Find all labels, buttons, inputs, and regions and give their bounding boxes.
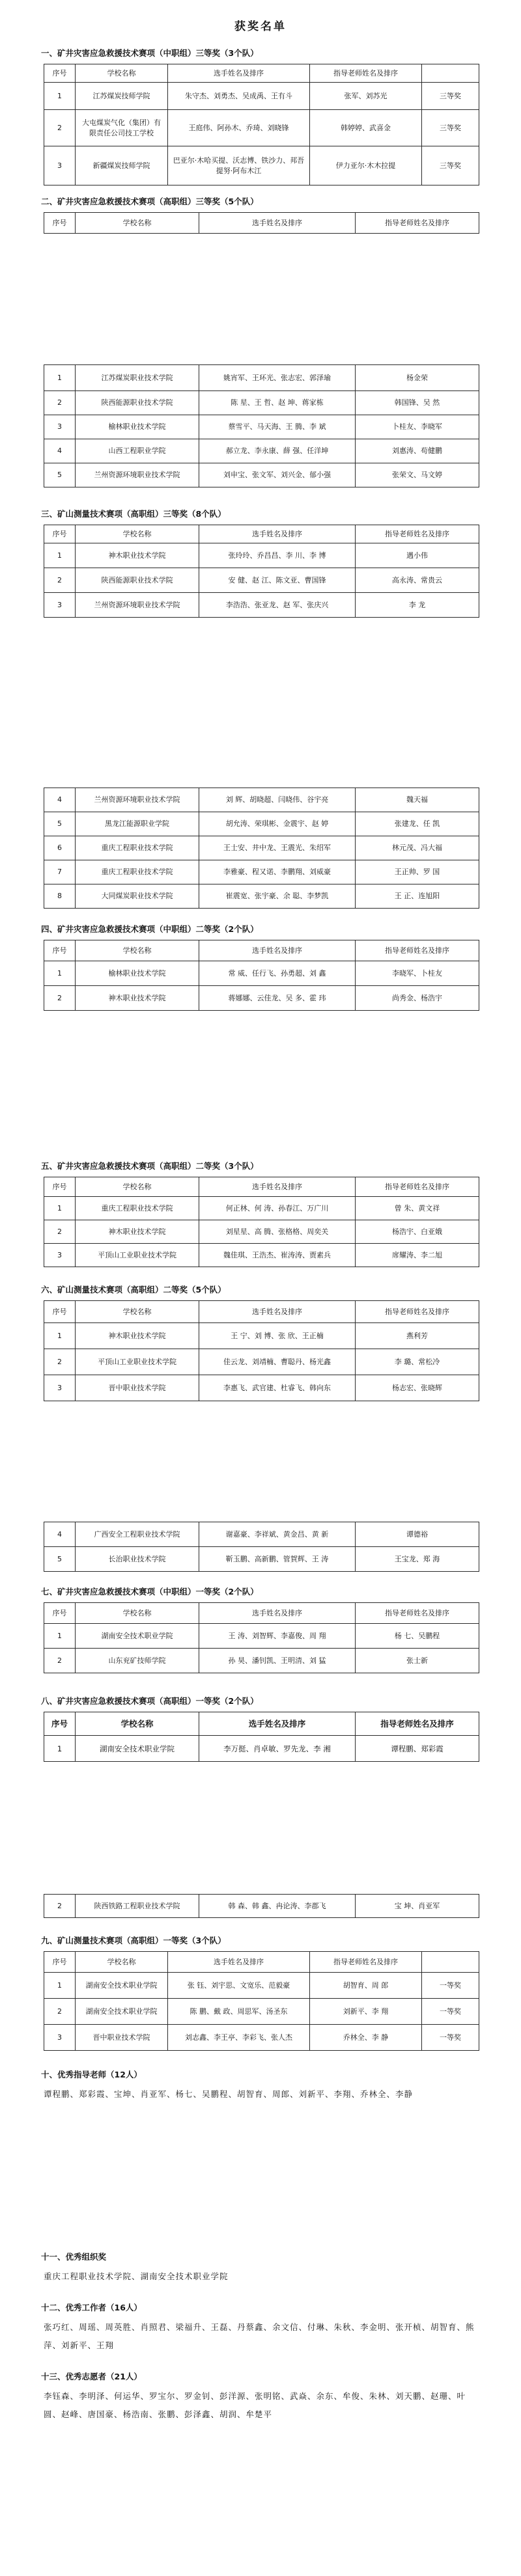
cell-school: 陕西铁路工程职业技术学院 — [76, 1895, 199, 1918]
table-row — [44, 391, 479, 415]
cell-award: 一等奖 — [422, 1999, 479, 2025]
award-table-6b — [44, 1522, 479, 1572]
table-row — [44, 788, 479, 812]
cell-players: 王庭伟、阿孙木、乔琦、刘晓锋 — [168, 110, 310, 146]
cell-teachers: 杨金荣 — [356, 365, 479, 391]
cell-school: 大屯煤炭气化（集团）有限责任公司技工学校 — [76, 110, 168, 146]
header-no: 序号 — [44, 1952, 76, 1973]
cell-players: 胡允涛、荣琪彬、金震宇、赵 婷 — [199, 812, 356, 836]
table-row — [44, 1323, 479, 1349]
cell-teachers: 李 龙 — [356, 593, 479, 618]
cell-players: 王士安、井中龙、王震光、朱绍军 — [199, 836, 356, 860]
header-teachers: 指导老师姓名及排序 — [356, 525, 479, 543]
cell-teachers: 杨志宏、张晓辉 — [356, 1375, 479, 1401]
table-row — [44, 415, 479, 439]
cell-school: 大同煤炭职业技术学院 — [76, 884, 199, 909]
header-no: 序号 — [44, 1603, 76, 1624]
section-heading: 七、矿井灾害应急救援技术赛项（中职组）一等奖（2个队） — [41, 1587, 259, 1596]
cell-school: 重庆工程职业技术学院 — [76, 836, 199, 860]
table-row — [44, 1244, 479, 1267]
cell-players: 魏佳琪、王浩杰、崔涛涛、贾素兵 — [199, 1244, 356, 1267]
award-table-3a — [44, 525, 479, 618]
cell-teachers: 魏天福 — [356, 788, 479, 812]
header-school: 学校名称 — [76, 213, 199, 234]
cell-school: 神木职业技术学院 — [76, 543, 199, 568]
cell-school: 江苏煤炭技师学院 — [76, 83, 168, 110]
section-heading: 五、矿井灾害应急救援技术赛项（高职组）二等奖（3个队） — [41, 1161, 259, 1171]
header-school: 学校名称 — [76, 1712, 199, 1736]
table-row — [44, 1197, 479, 1220]
table-row — [44, 593, 479, 618]
cell-no: 4 — [44, 1522, 76, 1547]
page-title: 获奖名单 — [234, 20, 287, 33]
cell-players: 巴亚尔·木哈买提、沃志博、铁沙力、邦吾提努·阿布木江 — [168, 146, 310, 185]
award-table-5 — [44, 1177, 479, 1267]
cell-school: 神木职业技术学院 — [76, 986, 199, 1011]
cell-award: 三等奖 — [422, 110, 479, 146]
cell-no: 8 — [44, 884, 76, 909]
header-players: 选手姓名及排序 — [168, 1952, 310, 1973]
cell-teachers: 燕利芳 — [356, 1323, 479, 1349]
cell-school: 兰州资源环境职业技术学院 — [76, 593, 199, 618]
cell-teachers: 王 正、连旭阳 — [356, 884, 479, 909]
honor-list-volunteers: 李钰森、李明泽、何运华、罗宝尔、罗金钊、彭洋源、张明铭、武焱、余东、牟俊、朱林、刘天鹏、赵珊、叶圆、赵峰、唐国豪、杨浩南、张鹏、彭泽鑫、胡润、牟楚平 — [44, 2391, 466, 2419]
cell-players: 姚宵军、王环光、张志宏、郭泽瑜 — [199, 365, 356, 391]
cell-players: 谢嘉豪、李祥斌、黄金昌、黄 新 — [199, 1522, 356, 1547]
cell-no: 1 — [44, 1624, 76, 1649]
cell-school: 黑龙江能源职业学院 — [76, 812, 199, 836]
header-no: 序号 — [44, 213, 76, 234]
cell-teachers: 乔林全、李 静 — [310, 2025, 422, 2051]
cell-teachers: 宝 坤、肖亚军 — [356, 1895, 479, 1918]
cell-players: 陈 星、王 哲、赵 坤、蒋家栋 — [199, 391, 356, 415]
header-award — [422, 64, 479, 83]
cell-no: 1 — [44, 1736, 76, 1762]
table-row — [44, 812, 479, 836]
cell-no: 1 — [44, 961, 76, 986]
cell-players: 李万挺、肖卓敏、罗先龙、李 湘 — [199, 1736, 356, 1762]
header-school: 学校名称 — [76, 64, 168, 83]
award-table-7 — [44, 1602, 479, 1673]
header-award — [422, 1952, 479, 1973]
table-row — [44, 1547, 479, 1572]
table-header — [44, 213, 479, 234]
cell-no: 5 — [44, 812, 76, 836]
cell-teachers: 卜桂友、李晓军 — [356, 415, 479, 439]
header-no: 序号 — [44, 1177, 76, 1197]
cell-school: 兰州资源环境职业技术学院 — [76, 788, 199, 812]
cell-players: 李惠飞、武官建、杜睿飞、韩向东 — [199, 1375, 356, 1401]
cell-teachers: 杨浩宇、白亚娥 — [356, 1220, 479, 1244]
award-table-8a — [44, 1712, 479, 1762]
header-school: 学校名称 — [76, 1603, 199, 1624]
section-heading: 八、矿井灾害应急救援技术赛项（高职组）一等奖（2个队） — [41, 1696, 259, 1706]
cell-players: 张 钰、刘宇思、文宽乐、范毅豪 — [168, 1973, 310, 1999]
cell-players: 王 涛、刘智辉、李嘉俊、周 翔 — [199, 1624, 356, 1649]
table-row — [44, 836, 479, 860]
table-row — [44, 1999, 479, 2025]
header-no: 序号 — [44, 525, 76, 543]
table-header — [44, 64, 479, 83]
cell-teachers: 谭德裕 — [356, 1522, 479, 1547]
table-row — [44, 2025, 479, 2051]
table-row — [44, 1522, 479, 1547]
award-table-6a — [44, 1300, 479, 1401]
table-row — [44, 110, 479, 146]
table-header — [44, 1301, 479, 1323]
cell-teachers: 张军、刘苏光 — [310, 83, 422, 110]
section-heading: 一、矿井灾害应急救援技术赛项（中职组）三等奖（3个队） — [41, 48, 259, 58]
cell-school: 重庆工程职业技术学院 — [76, 1197, 199, 1220]
award-table-2-rows — [44, 364, 479, 487]
header-players: 选手姓名及排序 — [199, 1712, 356, 1736]
table-row — [44, 1973, 479, 1999]
table-row — [44, 439, 479, 463]
header-players: 选手姓名及排序 — [168, 64, 310, 83]
cell-no: 4 — [44, 788, 76, 812]
table-row — [44, 146, 479, 185]
table-row — [44, 543, 479, 568]
cell-players: 郝立龙、李永康、薛 强、任洋坤 — [199, 439, 356, 463]
table-row — [44, 1349, 479, 1375]
cell-no: 5 — [44, 1547, 76, 1572]
table-row — [44, 83, 479, 110]
section-heading: 二、矿井灾害应急救援技术赛项（高职组）三等奖（5个队） — [41, 197, 259, 206]
cell-school: 湖南安全技术职业学院 — [76, 1973, 168, 1999]
table-row — [44, 463, 479, 487]
section-heading: 六、矿山测量技术赛项（高职组）二等奖（5个队） — [41, 1285, 226, 1295]
cell-teachers: 王宝龙、郑 海 — [356, 1547, 479, 1572]
cell-teachers: 胡智育、周 郎 — [310, 1973, 422, 1999]
header-school: 学校名称 — [76, 525, 199, 543]
cell-school: 陕西能源职业技术学院 — [76, 568, 199, 593]
header-teachers: 指导老师姓名及排序 — [310, 1952, 422, 1973]
header-no: 序号 — [44, 1712, 76, 1736]
cell-no: 3 — [44, 593, 76, 618]
cell-school: 长治职业技术学院 — [76, 1547, 199, 1572]
section-heading: 九、矿山测量技术赛项（高职组）一等奖（3个队） — [41, 1936, 226, 1945]
cell-no: 2 — [44, 1999, 76, 2025]
cell-players: 佳云龙、刘靖楠、曹聪丹、杨光鑫 — [199, 1349, 356, 1375]
cell-teachers: 遇小伟 — [356, 543, 479, 568]
cell-players: 张玲玲、乔昌昌、李 川、李 博 — [199, 543, 356, 568]
table-row — [44, 1375, 479, 1401]
header-players: 选手姓名及排序 — [199, 1603, 356, 1624]
honor-list-workers: 张巧红、周瑶、周英胜、肖照君、梁福升、王磊、丹蔡鑫、余文信、付琳、朱秋、李金明、张开桢、胡智育、熊萍、刘新平、王翔 — [44, 2322, 475, 2350]
honor-heading-organization: 十一、优秀组织奖 — [41, 2252, 107, 2262]
cell-teachers: 韩国锋、吴 然 — [356, 391, 479, 415]
cell-players: 韩 森、韩 鑫、冉论涛、李郡飞 — [199, 1895, 356, 1918]
honor-heading-volunteers: 十三、优秀志愿者（21人） — [41, 2372, 142, 2381]
header-teachers: 指导老师姓名及排序 — [356, 1603, 479, 1624]
cell-school: 湖南安全技术职业学院 — [76, 1624, 199, 1649]
cell-no: 7 — [44, 860, 76, 884]
cell-players: 刘申宝、张文军、刘兴金、郁小强 — [199, 463, 356, 487]
table-row — [44, 1895, 479, 1918]
cell-players: 靳玉鹏、高新鹏、管賀辉、王 涛 — [199, 1547, 356, 1572]
cell-school: 平顶山工业职业技术学院 — [76, 1244, 199, 1267]
table-row — [44, 365, 479, 391]
cell-school: 陕西能源职业技术学院 — [76, 391, 199, 415]
cell-players: 蒋娜娜、云佳龙、吴 多、霍 玮 — [199, 986, 356, 1011]
cell-players: 何正林、何 涛、孙春江、万广川 — [199, 1197, 356, 1220]
cell-teachers: 李 璐、常松冷 — [356, 1349, 479, 1375]
cell-no: 4 — [44, 439, 76, 463]
cell-teachers: 张士新 — [356, 1649, 479, 1673]
cell-no: 1 — [44, 1197, 76, 1220]
cell-players: 李浩浩、张亚龙、赵 军、张庆兴 — [199, 593, 356, 618]
cell-players: 刘 辉、胡晓超、闫晓伟、谷宇亮 — [199, 788, 356, 812]
header-players: 选手姓名及排序 — [199, 525, 356, 543]
cell-school: 兰州资源环境职业技术学院 — [76, 463, 199, 487]
cell-players: 常 威、任行飞、孙勇超、刘 鑫 — [199, 961, 356, 986]
header-teachers: 指导老师姓名及排序 — [310, 64, 422, 83]
cell-teachers: 刘新平、李 翔 — [310, 1999, 422, 2025]
cell-school: 平顶山工业职业技术学院 — [76, 1349, 199, 1375]
table-row — [44, 568, 479, 593]
cell-teachers: 张荣文、马文婷 — [356, 463, 479, 487]
cell-school: 神木职业技术学院 — [76, 1220, 199, 1244]
header-players: 选手姓名及排序 — [199, 1177, 356, 1197]
header-teachers: 指导老师姓名及排序 — [356, 940, 479, 961]
cell-teachers: 伊力亚尔·木木拉提 — [310, 146, 422, 185]
header-teachers: 指导老师姓名及排序 — [356, 1712, 479, 1736]
table-header — [44, 1952, 479, 1973]
header-teachers: 指导老师姓名及排序 — [356, 1301, 479, 1323]
honor-heading-workers: 十二、优秀工作者（16人） — [41, 2303, 142, 2312]
section-heading: 四、矿井灾害应急救援技术赛项（中职组）二等奖（2个队） — [41, 924, 259, 934]
table-header — [44, 525, 479, 543]
table-row — [44, 1220, 479, 1244]
cell-no: 3 — [44, 415, 76, 439]
cell-no: 3 — [44, 2025, 76, 2051]
cell-no: 2 — [44, 1349, 76, 1375]
header-players: 选手姓名及排序 — [199, 940, 356, 961]
cell-award: 三等奖 — [422, 146, 479, 185]
cell-no: 1 — [44, 83, 76, 110]
award-table-1 — [44, 64, 479, 185]
section-heading: 三、矿山测量技术赛项（高职组）三等奖（8个队） — [41, 509, 226, 519]
header-school: 学校名称 — [76, 1952, 168, 1973]
cell-players: 李雅豪、程又诺、李鹏翔、刘威豪 — [199, 860, 356, 884]
cell-players: 朱守杰、刘勇杰、吴成禹、王有斗 — [168, 83, 310, 110]
header-no: 序号 — [44, 940, 76, 961]
cell-teachers: 谭程鹏、郑彩霞 — [356, 1736, 479, 1762]
cell-award: 一等奖 — [422, 2025, 479, 2051]
cell-teachers: 刘惠涛、苟健鹏 — [356, 439, 479, 463]
table-row — [44, 1736, 479, 1762]
cell-teachers: 席耀涛、李二旭 — [356, 1244, 479, 1267]
cell-school: 湖南安全技术职业学院 — [76, 1736, 199, 1762]
honor-heading-teachers: 十、优秀指导老师（12人） — [41, 2070, 142, 2079]
header-school: 学校名称 — [76, 1301, 199, 1323]
table-header — [44, 940, 479, 961]
cell-players: 刘志鑫、李王亭、李彩飞、张人杰 — [168, 2025, 310, 2051]
header-no: 序号 — [44, 64, 76, 83]
cell-players: 蔡雪平、马天海、王 腾、李 斌 — [199, 415, 356, 439]
table-row — [44, 884, 479, 909]
cell-no: 2 — [44, 110, 76, 146]
header-school: 学校名称 — [76, 940, 199, 961]
cell-teachers: 高永涛、常贵云 — [356, 568, 479, 593]
table-row — [44, 961, 479, 986]
cell-no: 3 — [44, 1244, 76, 1267]
award-table-8b — [44, 1894, 479, 1918]
header-teachers: 指导老师姓名及排序 — [356, 213, 479, 234]
header-school: 学校名称 — [76, 1177, 199, 1197]
award-table-2-header — [44, 212, 479, 234]
cell-school: 广西安全工程职业技术学院 — [76, 1522, 199, 1547]
header-no: 序号 — [44, 1301, 76, 1323]
cell-award: 三等奖 — [422, 83, 479, 110]
cell-no: 1 — [44, 543, 76, 568]
cell-teachers: 林元茂、冯大福 — [356, 836, 479, 860]
cell-no: 2 — [44, 1649, 76, 1673]
cell-no: 2 — [44, 1895, 76, 1918]
cell-no: 2 — [44, 1220, 76, 1244]
cell-no: 2 — [44, 391, 76, 415]
cell-no: 2 — [44, 568, 76, 593]
table-row — [44, 986, 479, 1011]
cell-school: 榆林职业技术学院 — [76, 415, 199, 439]
table-row — [44, 860, 479, 884]
honor-list-organization: 重庆工程职业技术学院、湖南安全技术职业学院 — [44, 2271, 229, 2281]
table-header — [44, 1712, 479, 1736]
cell-school: 重庆工程职业技术学院 — [76, 860, 199, 884]
cell-teachers: 张建龙、任 凯 — [356, 812, 479, 836]
cell-award: 一等奖 — [422, 1973, 479, 1999]
table-row — [44, 1649, 479, 1673]
cell-players: 陈 鹏、戴 政、周思军、汤圣东 — [168, 1999, 310, 2025]
award-table-9 — [44, 1951, 479, 2051]
cell-no: 1 — [44, 365, 76, 391]
cell-teachers: 杨 七、吴鹏程 — [356, 1624, 479, 1649]
cell-no: 2 — [44, 986, 76, 1011]
cell-teachers: 李晓军、卜桂友 — [356, 961, 479, 986]
cell-no: 6 — [44, 836, 76, 860]
award-table-4 — [44, 940, 479, 1011]
cell-school: 山东兖矿技师学院 — [76, 1649, 199, 1673]
cell-players: 王 宁、刘 博、张 欣、王正楠 — [199, 1323, 356, 1349]
header-players: 选手姓名及排序 — [199, 1301, 356, 1323]
cell-school: 神木职业技术学院 — [76, 1323, 199, 1349]
cell-school: 新疆煤炭技师学院 — [76, 146, 168, 185]
honor-list-teachers: 谭程鹏、郑彩霞、宝坤、肖亚军、杨七、吴鹏程、胡智育、周郎、刘新平、李翔、乔林全、李静 — [44, 2089, 414, 2099]
cell-teachers: 尚秀金、杨浩宇 — [356, 986, 479, 1011]
cell-school: 晋中职业技术学院 — [76, 2025, 168, 2051]
cell-no: 5 — [44, 463, 76, 487]
cell-school: 榆林职业技术学院 — [76, 961, 199, 986]
cell-players: 崔震宽、张宇豪、余 聪、李梦凯 — [199, 884, 356, 909]
cell-players: 刘星星、高 腾、张格格、周奕关 — [199, 1220, 356, 1244]
cell-school: 江苏煤炭职业技术学院 — [76, 365, 199, 391]
header-teachers: 指导老师姓名及排序 — [356, 1177, 479, 1197]
cell-no: 3 — [44, 1375, 76, 1401]
cell-no: 1 — [44, 1323, 76, 1349]
cell-teachers: 王正帅、罗 国 — [356, 860, 479, 884]
cell-players: 安 健、赵 江、陈文亚、曹国锋 — [199, 568, 356, 593]
table-header — [44, 1177, 479, 1197]
cell-players: 孙 昊、潘钊凯、王明清、刘 猛 — [199, 1649, 356, 1673]
cell-teachers: 曾 朱、黄文祥 — [356, 1197, 479, 1220]
cell-no: 3 — [44, 146, 76, 185]
table-row — [44, 1624, 479, 1649]
cell-school: 晋中职业技术学院 — [76, 1375, 199, 1401]
cell-school: 湖南安全技术职业学院 — [76, 1999, 168, 2025]
header-players: 选手姓名及排序 — [199, 213, 356, 234]
cell-school: 山西工程职业学院 — [76, 439, 199, 463]
cell-no: 1 — [44, 1973, 76, 1999]
cell-teachers: 韩婷婷、武喜金 — [310, 110, 422, 146]
table-header — [44, 1603, 479, 1624]
award-table-3b — [44, 788, 479, 909]
